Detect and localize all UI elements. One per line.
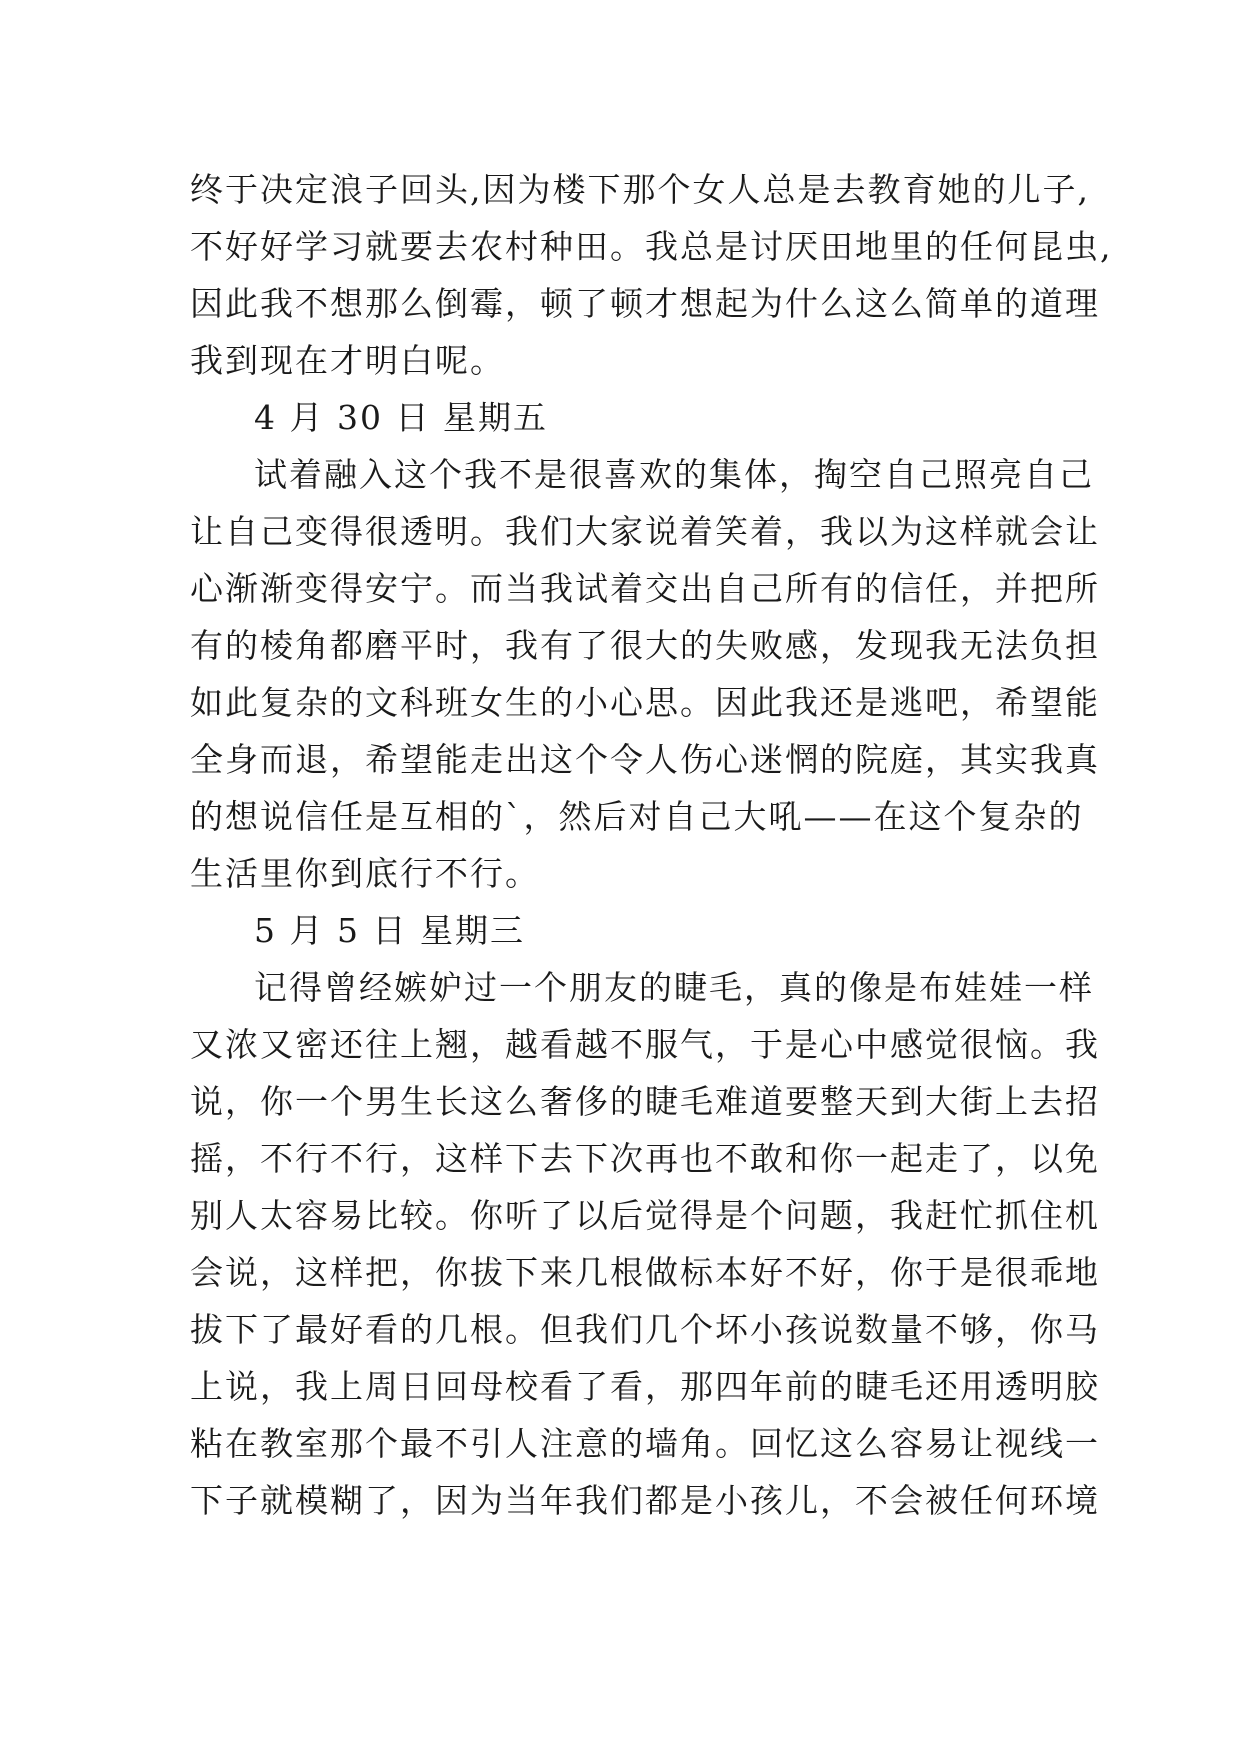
- text-line: 别人太容易比较。你听了以后觉得是个问题，我赶忙抓住机: [190, 1196, 1100, 1235]
- text-line: 因此我不想那么倒霉，顿了顿才想起为什么这么简单的道理: [190, 284, 1100, 323]
- text-line: 摇，不行不行，这样下去下次再也不敢和你一起走了，以免: [190, 1139, 1100, 1178]
- text-line: 生活里你到底行不行。: [190, 854, 540, 893]
- date-heading: 4 月 30 日 星期五: [254, 398, 548, 437]
- text-line: 上说，我上周日回母校看了看，那四年前的睫毛还用透明胶: [190, 1367, 1100, 1406]
- text-line: 不好好学习就要去农村种田。我总是讨厌田地里的任何昆虫,: [190, 227, 1113, 266]
- text-line: 又浓又密还往上翘，越看越不服气，于是心中感觉很恼。我: [190, 1025, 1100, 1064]
- text-line: 我到现在才明白呢。: [190, 341, 505, 380]
- text-line: 终于决定浪子回头,因为楼下那个女人总是去教育她的儿子,: [190, 170, 1090, 209]
- text-line: 的想说信任是互相的`，然后对自己大吼——在这个复杂的: [190, 797, 1084, 836]
- text-line: 全身而退，希望能走出这个令人伤心迷惘的院庭，其实我真: [190, 740, 1100, 779]
- text-line: 下子就模糊了，因为当年我们都是小孩儿，不会被任何环境: [190, 1481, 1100, 1520]
- text-line: 粘在教室那个最不引人注意的墙角。回忆这么容易让视线一: [190, 1424, 1100, 1463]
- text-line: 记得曾经嫉妒过一个朋友的睫毛，真的像是布娃娃一样: [254, 968, 1094, 1007]
- text-line: 有的棱角都磨平时，我有了很大的失败感，发现我无法负担: [190, 626, 1100, 665]
- text-line: 拔下了最好看的几根。但我们几个坏小孩说数量不够，你马: [190, 1310, 1100, 1349]
- text-line: 让自己变得很透明。我们大家说着笑着，我以为这样就会让: [190, 512, 1100, 551]
- text-line: 说，你一个男生长这么奢侈的睫毛难道要整天到大街上去招: [190, 1082, 1100, 1121]
- text-line: 心渐渐变得安宁。而当我试着交出自己所有的信任，并把所: [190, 569, 1100, 608]
- date-heading: 5 月 5 日 星期三: [254, 911, 525, 950]
- text-line: 试着融入这个我不是很喜欢的集体，掏空自己照亮自己: [254, 455, 1094, 494]
- text-line: 会说，这样把，你拔下来几根做标本好不好，你于是很乖地: [190, 1253, 1100, 1292]
- text-line: 如此复杂的文科班女生的小心思。因此我还是逃吧，希望能: [190, 683, 1100, 722]
